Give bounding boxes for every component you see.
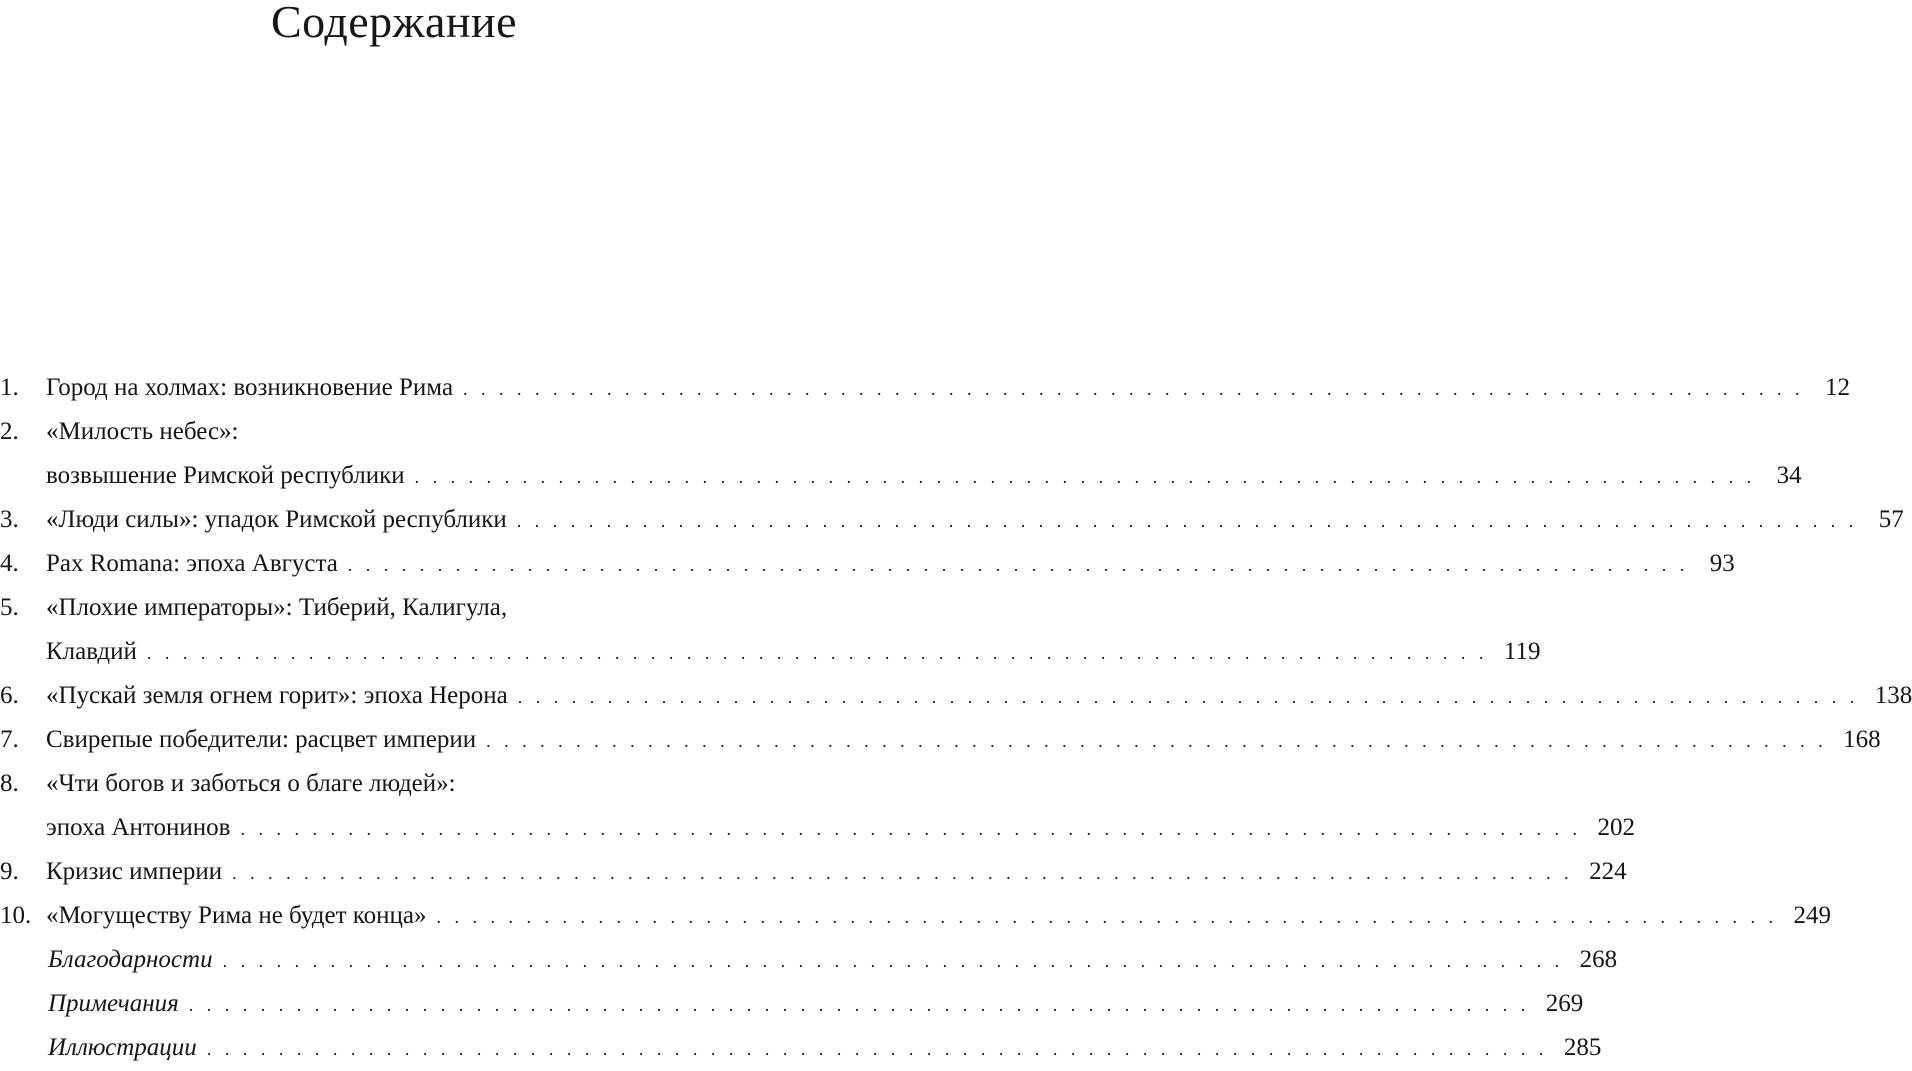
toc-entry-title-line: «Милость небес»:: [46, 418, 239, 445]
toc-entry-page: 268: [1579, 946, 1618, 973]
toc-entry-number: 5.: [0, 594, 19, 621]
toc-entry-title: Свирепые победители: расцвет империи: [46, 726, 477, 753]
toc-entry-title-line: «Плохие императоры»: Тиберий, Калигула,: [46, 594, 508, 621]
toc-entry-page: 138: [1874, 682, 1912, 709]
toc-entry-page: 168: [1843, 726, 1881, 753]
toc-entry-title: «Люди силы»: упадок Римской республики: [46, 506, 507, 533]
toc-entry-number: 6.: [0, 682, 19, 709]
toc-entry-number: 9.: [0, 858, 19, 885]
toc-entry-page: 119: [1503, 638, 1541, 665]
toc-entry-illustrations[interactable]: [0, 1026, 1602, 1070]
toc-entry-page: 224: [1589, 858, 1627, 885]
toc-entry-page: 285: [1563, 1034, 1602, 1061]
toc-entry-title-line: эпоха Антонинов: [46, 814, 231, 841]
toc-entry-title: Примечания: [48, 990, 179, 1017]
dot-leader: [436, 895, 1777, 939]
toc-entry-title: Иллюстрации: [48, 1034, 197, 1061]
toc-entry-1[interactable]: [0, 366, 1851, 410]
table-of-contents: [0, 366, 1912, 1070]
dot-leader: [240, 807, 1581, 851]
toc-entry-page: 12: [1825, 374, 1851, 401]
toc-entry-number: 8.: [0, 770, 19, 797]
dot-leader: [463, 367, 1804, 411]
toc-entry-title: Город на холмах: возникновение Рима: [46, 374, 454, 401]
toc-entry-5[interactable]: [0, 586, 1541, 674]
dot-leader: [147, 631, 1488, 675]
toc-entry-number: 7.: [0, 726, 19, 753]
toc-entry-4[interactable]: [0, 542, 1735, 586]
toc-entry-title-line: возвышение Римской республики: [46, 462, 405, 489]
toc-entry-number: 2.: [0, 418, 19, 445]
toc-entry-number: 4.: [0, 550, 19, 577]
toc-entry-number: 10.: [0, 902, 32, 929]
toc-entry-number: 3.: [0, 506, 19, 533]
dot-leader: [517, 499, 1858, 543]
dot-leader: [348, 543, 1689, 587]
dot-leader: [232, 851, 1573, 895]
toc-entry-page: 202: [1597, 814, 1635, 841]
toc-entry-10[interactable]: [0, 894, 1831, 938]
toc-entry-2[interactable]: [0, 410, 1802, 498]
toc-entry-title: «Пускай земля огнем горит»: эпоха Нерона: [46, 682, 508, 709]
toc-entry-page: 269: [1545, 990, 1584, 1017]
toc-entry-9[interactable]: [0, 850, 1627, 894]
toc-entry-number: 1.: [0, 374, 19, 401]
toc-entry-page: 93: [1709, 550, 1735, 577]
toc-entry-6[interactable]: [0, 674, 1912, 718]
toc-entry-acknowledgements[interactable]: [0, 938, 1618, 982]
toc-entry-title: Кризис империи: [46, 858, 223, 885]
toc-entry-3[interactable]: [0, 498, 1904, 542]
dot-leader: [486, 719, 1827, 763]
toc-entry-page: 249: [1793, 902, 1831, 929]
toc-entry-title-line: «Чти богов и заботься о благе людей»:: [46, 770, 456, 797]
toc-entry-page: 34: [1776, 462, 1802, 489]
page-title: Содержание: [270, 0, 518, 47]
toc-entry-7[interactable]: [0, 718, 1881, 762]
dot-leader: [223, 939, 1564, 983]
dot-leader: [207, 1027, 1548, 1071]
toc-entry-title: Благодарности: [48, 946, 213, 973]
toc-entry-title: «Могуществу Рима не будет конца»: [46, 902, 427, 929]
dot-leader: [518, 675, 1859, 719]
dot-leader: [415, 455, 1756, 499]
toc-entry-8[interactable]: [0, 762, 1635, 850]
toc-entry-notes[interactable]: [0, 982, 1584, 1026]
toc-entry-page: 57: [1878, 506, 1904, 533]
dot-leader: [189, 983, 1530, 1027]
toc-entry-title-line: Клавдий: [46, 638, 137, 665]
toc-entry-title: Pax Romana: эпоха Августа: [46, 550, 338, 577]
